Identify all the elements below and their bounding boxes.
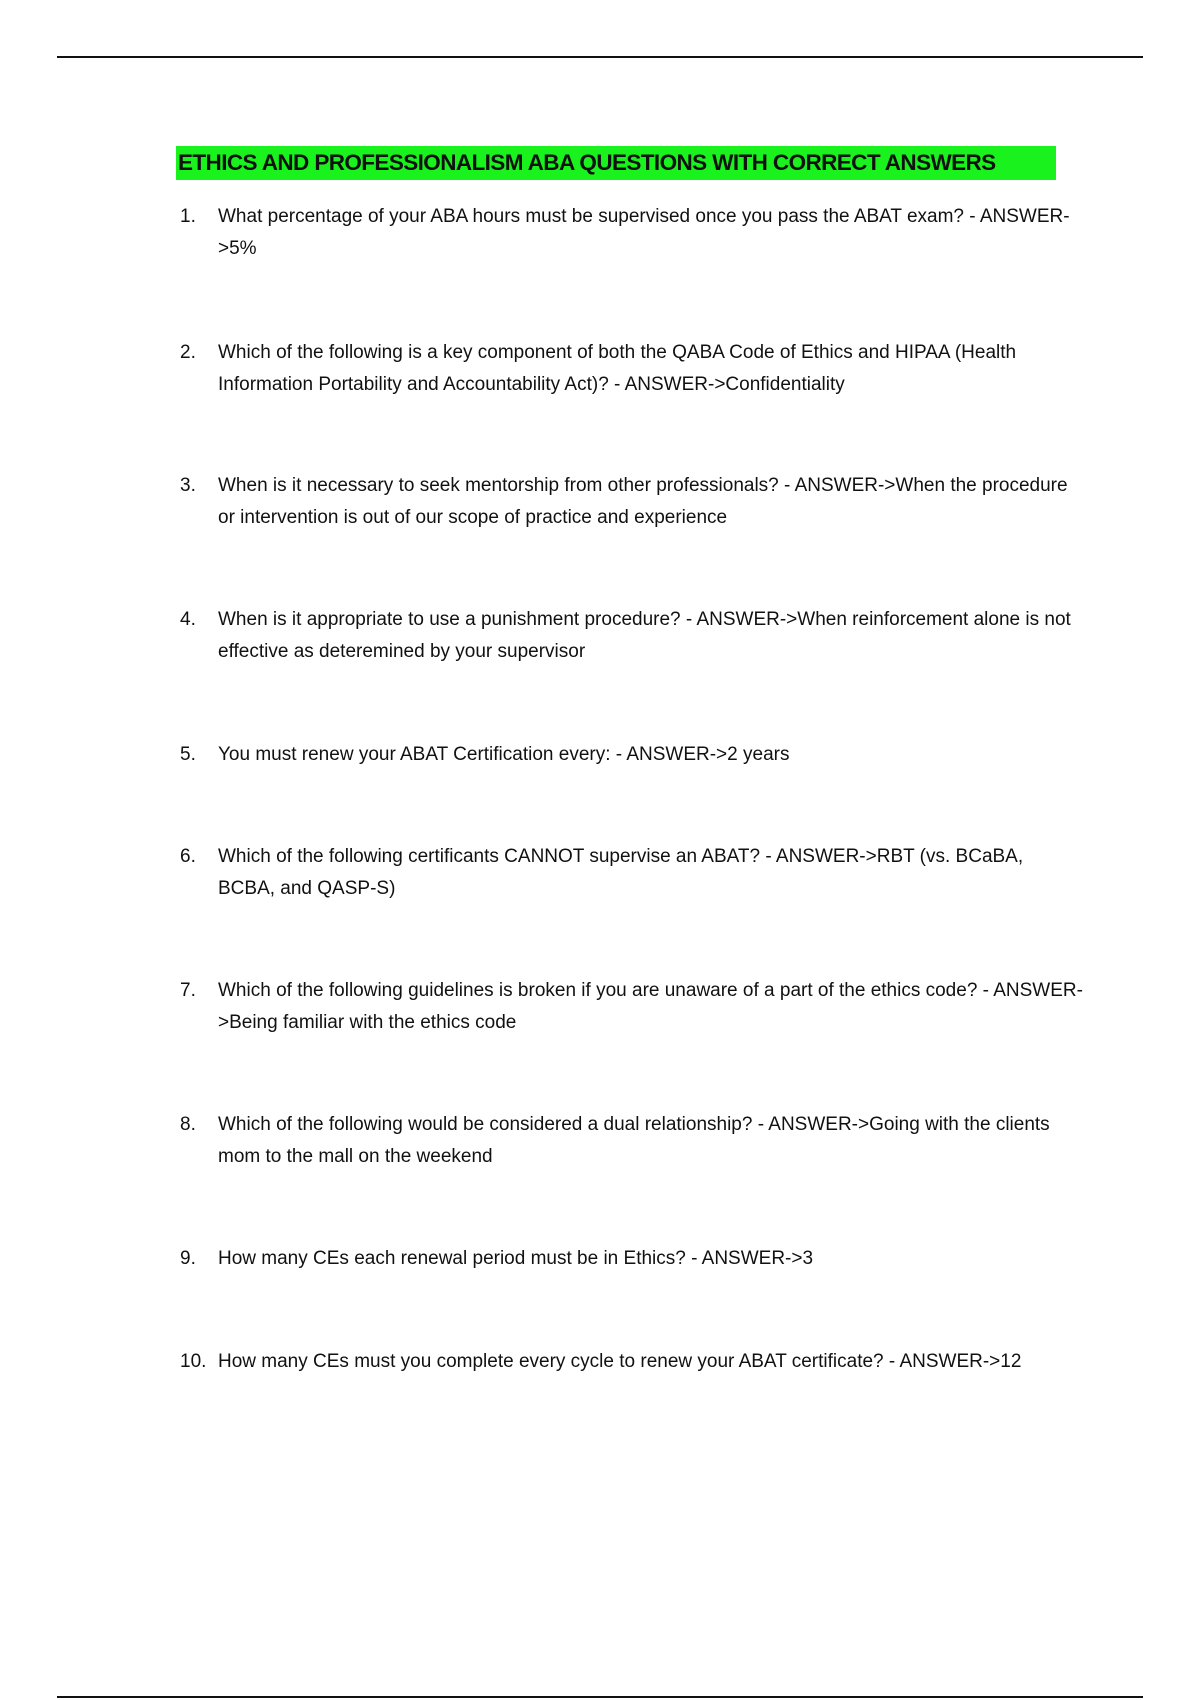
question-text: You must renew your ABAT Certification every: - ANSWER->2 years [218, 744, 790, 765]
question-text: How many CEs must you complete every cycle to renew your ABAT certificate? - ANSWER->12 [218, 1351, 1022, 1372]
title-highlight [176, 146, 1056, 180]
bottom-rule [57, 1696, 1143, 1698]
question-number: 9. [180, 1248, 196, 1269]
question-number: 3. [180, 475, 196, 496]
question-number: 8. [180, 1114, 196, 1135]
question-number: 6. [180, 846, 196, 867]
document-title: ETHICS AND PROFESSIONALISM ABA QUESTIONS WITH CORRECT ANSWERS [178, 150, 996, 175]
question-text: How many CEs each renewal period must be in Ethics? - ANSWER->3 [218, 1248, 814, 1269]
top-rule [57, 56, 1143, 58]
question-item [180, 975, 1085, 1039]
question-number: 1. [180, 206, 196, 227]
question-text: Which of the following guidelines is broken if you are unaware of a part of the ethics code? - ANSWER->Being familiar with the ethics code [218, 980, 1083, 1033]
question-text: Which of the following would be considered a dual relationship? - ANSWER->Going with the clients mom to the mall on the weekend [218, 1114, 1050, 1167]
question-item [180, 604, 1085, 668]
question-number: 10. [180, 1351, 207, 1372]
question-item [180, 201, 1085, 265]
question-item [180, 1243, 1085, 1275]
question-number: 4. [180, 609, 196, 630]
question-item [180, 1346, 1085, 1378]
question-text: Which of the following certificants CANNOT supervise an ABAT? - ANSWER->RBT (vs. BCaBA, BCBA, and QASP-S) [218, 846, 1024, 899]
question-item [180, 841, 1085, 905]
question-item [180, 337, 1085, 401]
question-number: 7. [180, 980, 196, 1001]
question-text: What percentage of your ABA hours must be supervised once you pass the ABAT exam? - ANSWER->5% [218, 206, 1070, 259]
question-item [180, 739, 1085, 771]
question-item [180, 470, 1085, 534]
question-number: 5. [180, 744, 196, 765]
question-item [180, 1109, 1085, 1173]
question-text: When is it appropriate to use a punishment procedure? - ANSWER->When reinforcement alone is not effective as deteremined by your supervisor [218, 609, 1071, 662]
question-text: Which of the following is a key component of both the QABA Code of Ethics and HIPAA (Health Information Portability and Accountability Act)? - ANSWER->Confidentiality [218, 342, 1017, 395]
question-number: 2. [180, 342, 196, 363]
question-text: When is it necessary to seek mentorship from other professionals? - ANSWER->When the procedure or intervention is out of our scope of practice and experience [218, 475, 1068, 528]
